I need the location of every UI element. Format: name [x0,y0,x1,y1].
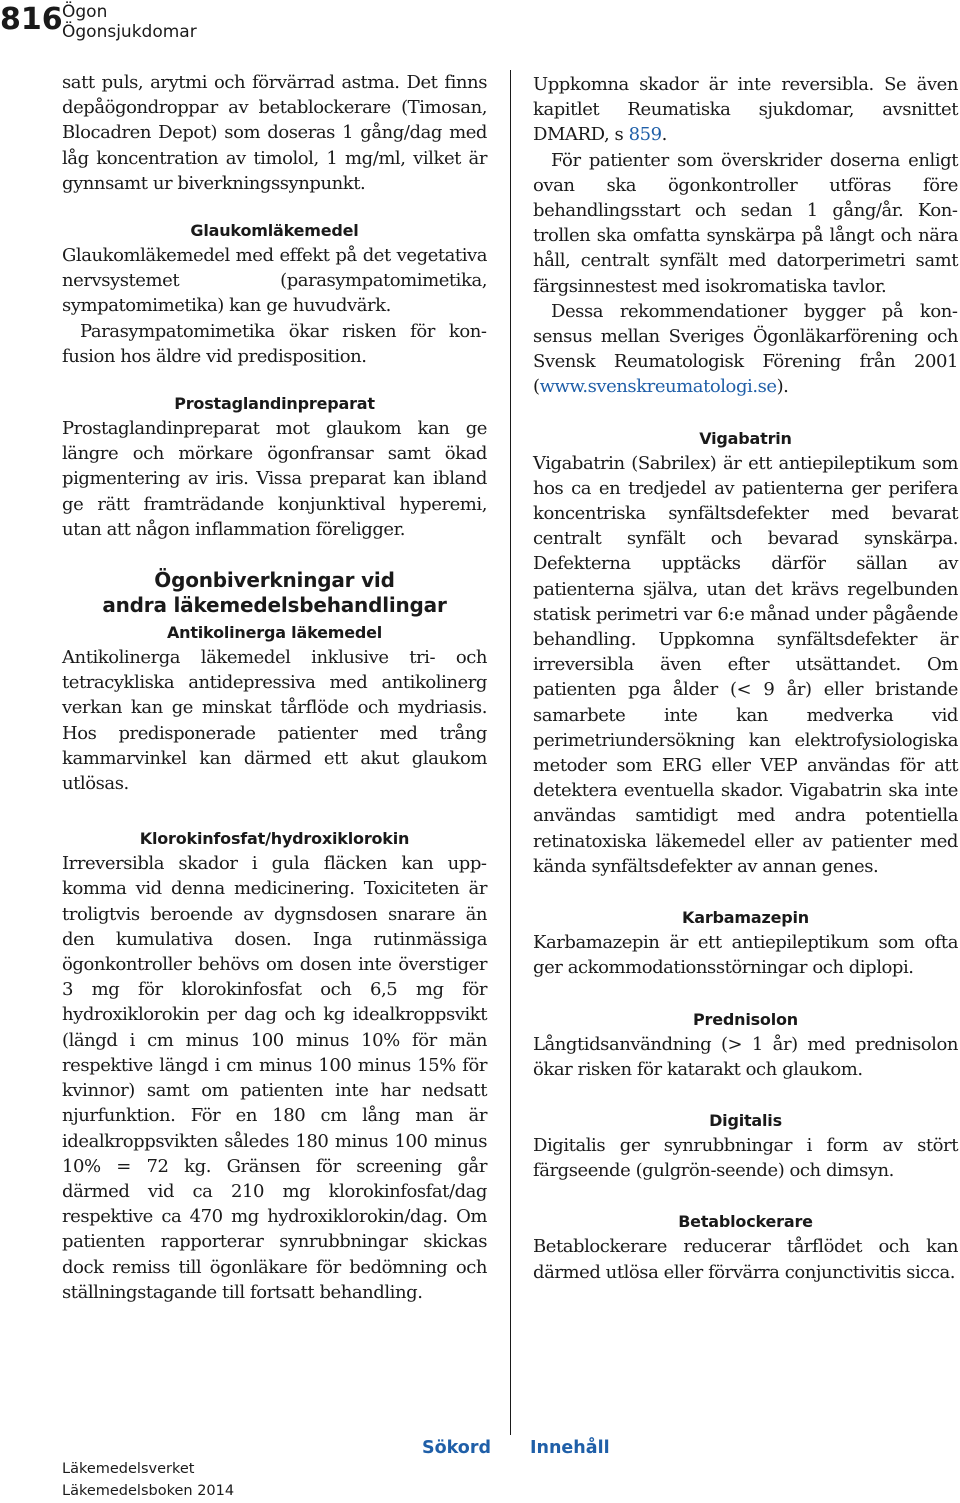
heading-digitalis: Digitalis [709,1110,782,1130]
heading-prednisolon: Prednisolon [693,1009,798,1029]
paragraph-klorokinfosfat: Irreversibla skador i gula fläcken kan uppkomma vid denna medicinering. Toxiciteten är troligtvis beroende av dygnsdosen snarare än den kumulativa dosen. Inga rutinmässiga ögonkontroller behövs om dosen inte överstiger 3 mg för klorokinfosfat och 6,5 mg för hydroxiklorokin per dag och kg idealkroppsvikt (längd i cm minus 100 minus 10% för män respektive längd i cm minus 100 minus 15% för kvinnor) samt om patienten inte har nedsatt njurfunktion. För en 180 cm lång man är idealkroppsvikten således 180 minus 100 minus 10% = 72 kg. Gränsen för screening går därmed vid ca 210 mg klorokinfosfat/dag respektive ca 470 mg hydroxiklorokin/dag. Om patienten rapporterar synrubbningar skickas dock remiss till ögonläkare för bedömning och ställningstagande till fortsatt behandling. [62,853,487,1303]
header-section: Ögon [62,2,108,22]
right-column [533,72,958,1285]
paragraph-prednisolon: Långtidsanvändning (> 1 år) med prednisolon ökar risken för katarakt och glaukom. [533,1033,958,1080]
paragraph-glaukom-1: Glaukomläkemedel med effekt på det vegetativa nervsystemet (parasympatomimetika, sympatomimetika) kan ge huvudvärk. [62,245,487,317]
paragraph-vigabatrin: Vigabatrin (Sabrilex) är ett antiepileptikum som hos ca en tredjedel av patienterna ger perifera koncentriska synfältsdefekter med bevarat centralt synfält och bevarad synskärpa. Defekterna upptäcks därför sällan av patienterna själva, utan det krävs regelbunden statisk perimetri var 6:e månad under pågående behandling. Uppkomna synfältsdefekter är irreversibla även efter utsättandet. Om patienten pga ålder (< 9 år) eller bristande samarbete inte kan medverka vid perimetriundersökning kan elektrofysiologiska metoder som ERG eller VEP användas för att detektera eventuella skador. Vigabatrin ska inte användas samtidigt med andra potentiella retinatoxiska läkemedel eller av patienter med kända synfältsdefekter av annan genes. [533,452,958,877]
sokord-nav-link[interactable]: Sökord [422,1438,491,1458]
heading-prostaglandinpreparat: Prostaglandinpreparat [174,394,375,414]
paragraph-glaukom-2: Parasympatomimetika ökar risken för konfusion hos äldre vid predisposition. [62,320,487,367]
paragraph-antikolinerga: Antikolinerga läkemedel inklusive tri- och tetracykliska antidepressiva med antikolinerg verkan kan ge minskat tårflöde och mydriasis. Hos predisponerade patienter med trång kammarvinkel kan därmed ett akut glaukom utlösas. [62,647,487,795]
paragraph-betablockerare: Betablockerare reducerar tårflödet och kan därmed utlösa eller förvärra conjunctivitis sicca. [533,1236,958,1283]
left-column [62,70,487,1305]
paragraph-consensus: Dessa rekommendationer bygger på konsensus mellan Sveriges Ögonläkarförening och Svensk Reumatologisk Förening från 2001 (www.svenskreumatologi.se). [533,300,958,398]
section-title [62,568,487,618]
footer-book: Läkemedelsboken 2014 [62,1483,235,1499]
heading-glaukomlakemedel: Glaukomläkemedel [190,221,359,241]
heading-antikolinerga: Antikolinerga läkemedel [166,623,383,643]
innehall-nav-link[interactable]: Innehåll [530,1438,610,1458]
heading-vigabatrin: Vigabatrin [699,428,792,448]
paragraph-digitalis: Digitalis ger synrubbningar i form av stört färgseende (gulgrön-seende) och dimsyn. [533,1134,958,1182]
paragraph-karbamazepin: Karbamazepin är ett antiepileptikum som ofta ger ackommodationsstörningar och diplopi. [533,932,958,979]
footer-publisher: Läkemedelsverket [62,1461,195,1477]
paragraph-recommendation: För patienter som överskrider doserna enligt ovan ska ögonkontroller utföras före behandlingsstart och sedan 1 gång/år. Kontrollen ska omfatta synskärpa på långt och nära håll, centralt synfält med datorperimetri samt färgsinnestest med isokromatiska tavlor. [533,149,958,297]
page-header [0,0,960,48]
running-header [62,2,197,42]
section-title-line-1: Ögonbiverkningar vid [154,568,395,593]
page-footer [62,1458,234,1502]
page-number: 816 [0,2,63,37]
heading-klorokinfosfat: Klorokinfosfat/hydroxiklorokin [139,829,410,849]
page-reference-link[interactable]: 859 [628,124,662,146]
paragraph-intro: satt puls, arytmi och förvärrad astma. Det finns depåögondroppar av betablockerare (Timosan, Blocadren Depot) som doseras 1 gång/dag med låg koncentration av timolol, 1 mg/ml, vilket är gynnsamt ur biverkningssynpunkt. [62,72,487,194]
svenskreumatologi-link[interactable]: www.svenskreumatologi.se [539,376,777,398]
heading-betablockerare: Betablockerare [678,1212,813,1232]
paragraph-irreversible: Uppkomna skador är inte reversibla. Se även kapitlet Reumatiska sjukdomar, avsnittet DMARD, s 859. [533,74,958,146]
heading-karbamazepin: Karbamazepin [682,908,809,928]
section-title-line-2: andra läkemedelsbehandlingar [102,593,447,618]
column-divider [510,70,511,1435]
header-subsection: Ögonsjukdomar [62,22,197,42]
paragraph-prostaglandin: Prostaglandinpreparat mot glaukom kan ge längre och mörkare ögonfransar samt ökad pigmentering av iris. Vissa preparat kan ibland ge rätt framträdande konjunktival hyperemi, utan att någon inflammation föreligger. [62,418,487,540]
